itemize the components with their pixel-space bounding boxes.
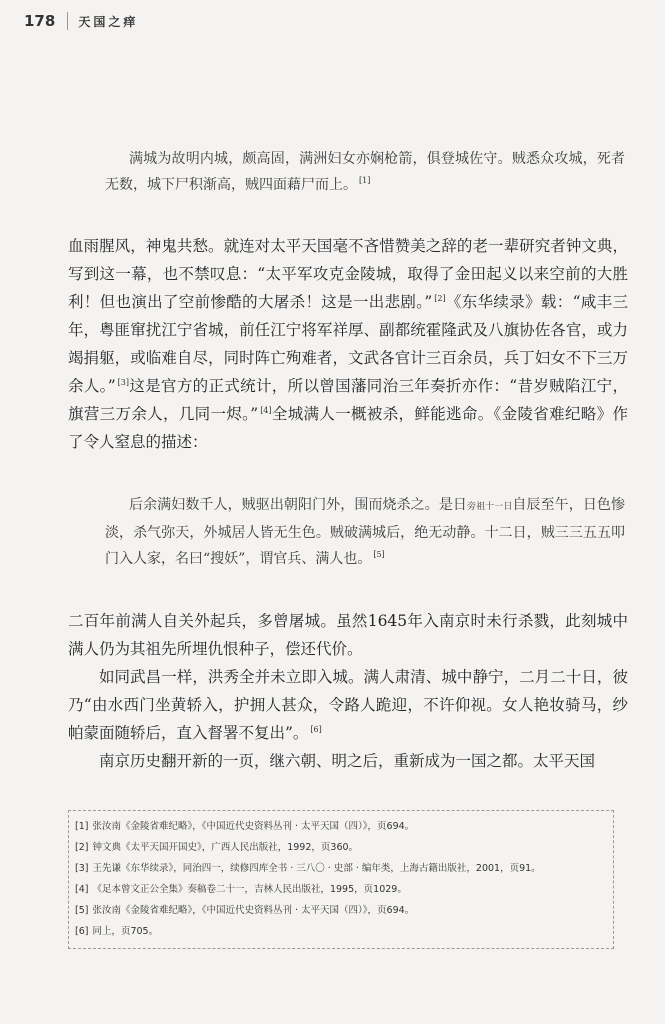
body-paragraph [68, 232, 628, 456]
footnote-mark: [5] [75, 905, 89, 916]
footnote [75, 837, 607, 858]
footnote-ref: [5] [373, 550, 385, 560]
body-text-1 [68, 232, 628, 456]
quote-small-note: 旁祖十一日 [467, 502, 513, 512]
body-paragraph: 二百年前满人自关外起兵，多曾屠城。虽然1645年入南京时未行杀戮，此刻城中满人仍为其祖先所埋仇恨种子，偿还代价。 [68, 612, 628, 658]
footnotes-box [68, 810, 614, 949]
footnote-mark: [4] [75, 884, 89, 895]
quote-text: 满城为故明内城，颇高固，满洲妇女亦娴枪箭，俱登城佐守。贼悉众攻城，死者无数，城下尸积渐高，贼四面藉尸而上。 [105, 151, 625, 193]
block-quote-2 [105, 492, 625, 572]
footnote-text: 《足本曾文正公全集》奏稿卷二十一，吉林人民出版社，1995，页1029。 [92, 884, 407, 895]
body-paragraph: 南京历史翻开新的一页，继六朝、明之后，重新成为一国之都。太平天国 [99, 752, 596, 770]
quote-paragraph [105, 146, 625, 198]
footnote-ref: [4] [260, 405, 272, 415]
page-number: 178 [24, 12, 56, 30]
footnote-mark: [1] [75, 821, 89, 832]
quote-paragraph [105, 492, 625, 572]
body-text-run: 《东华续录》载：“咸丰三年，粤匪窜扰江宁省城，前任江宁将军祥厚、副都统霍隆武及八旗协佐各官，或力竭捐躯，或临难自尽，同时阵亡殉难者，文武各官计三百余员，兵丁妇女不下三万余人。” [68, 293, 628, 395]
footnote-ref: [2] [434, 293, 446, 303]
footnote [75, 879, 607, 900]
footnote [75, 921, 607, 942]
body-text-run: 这是官方的正式统计，所以曾国藩同治三年奏折亦作：“昔岁贼陷江宁，旗营三万余人，几同一烬。” [68, 377, 628, 423]
page-header [24, 10, 138, 32]
running-title: 天国之痒 [78, 14, 139, 29]
footnote-text: 钟文典《太平天国开国史》，广西人民出版社，1992，页360。 [92, 842, 359, 853]
body-text-run: 全城满人一概被杀，鲜能逃命。《金陵省难纪略》作了令人窒息的描述： [68, 405, 628, 451]
footnote [75, 858, 607, 879]
footnote-mark: [2] [75, 842, 89, 853]
body-paragraph [68, 663, 628, 747]
footnote-ref: [1] [359, 176, 371, 186]
quote-text: 自辰至午，日色惨淡，杀气弥天，外城居人皆无生色。贼破满城后，绝无动静。十二日，贼三三五五叩门入人家，名曰“搜妖”，谓官兵、满人也。 [105, 497, 626, 567]
footnote [75, 900, 607, 921]
body-text-2 [68, 607, 628, 775]
block-quote-1 [105, 146, 625, 198]
body-text-run: 血雨腥风，神鬼共愁。就连对太平天国毫不吝惜赞美之辞的老一辈研究者钟文典，写到这一幕，也不禁叹息：“太平军攻克金陵城，取得了金田起义以来空前的大胜利！但也演出了空前惨酷的大屠杀！这是一出悲剧。” [68, 237, 628, 311]
quote-text: 后余满妇数千人，贼驱出朝阳门外，围而烧杀之。是日 [129, 497, 467, 513]
footnote-text: 同上，页705。 [92, 926, 159, 937]
footnote-text: 张汝南《金陵省难纪略》，《中国近代史资料丛刊 · 太平天国（四）》，页694。 [92, 905, 415, 916]
footnote-mark: [6] [75, 926, 89, 937]
footnote-ref: [6] [310, 724, 322, 734]
header-divider [67, 12, 68, 30]
body-text-run: 如同武昌一样，洪秀全并未立即入城。满人肃清、城中静宁，二月二十日，彼乃“由水西门坐黄轿入，护拥人甚众，令路人跪迎，不许仰视。女人艳妆骑马，纱帕蒙面随轿后，直入督署不复出”。 [68, 668, 628, 742]
footnote-ref: [3] [117, 377, 130, 387]
footnote-mark: [3] [75, 863, 89, 874]
footnote [75, 816, 607, 837]
footnote-text: 王先谦《东华续录》，同治四一，续修四库全书 · 三八〇 · 史部 · 编年类，上海古籍出版社，2001，页91。 [92, 863, 541, 874]
footnote-text: 张汝南《金陵省难纪略》，《中国近代史资料丛刊 · 太平天国（四）》，页694。 [92, 821, 415, 832]
